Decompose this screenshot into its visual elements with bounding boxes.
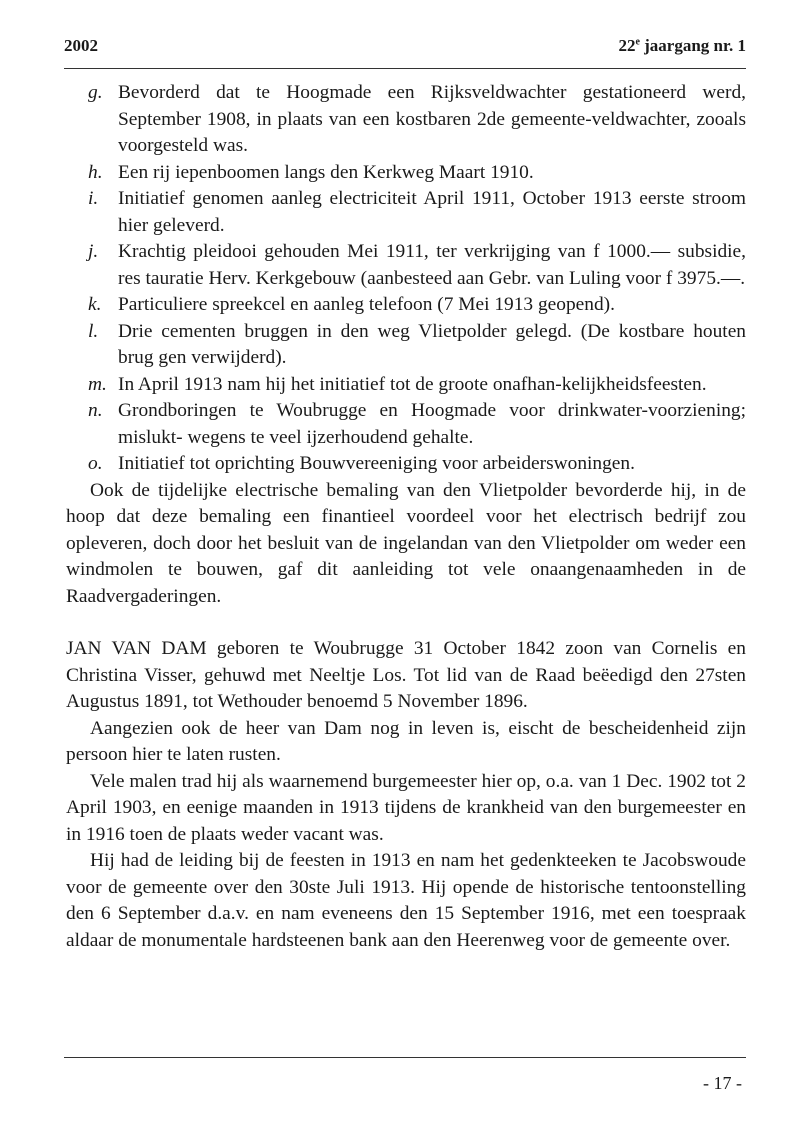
item-text: Particuliere spreekcel en aanleg telefoon (7 Mei 1913 geopend).	[118, 294, 615, 315]
item-text: Initiatief tot oprichting Bouwvereeniging voor arbeiderswoningen.	[118, 453, 635, 474]
page-header	[64, 36, 746, 62]
footer-rule	[64, 1057, 746, 1058]
item-letter: l.	[88, 320, 99, 342]
item-text: Krachtig pleidooi gehouden Mei 1911, ter verkrijging van f 1000.— subsidie, res tauratie Herv. Kerkgebouw (aanbesteed aan Gebr. van Luling voor f 3975.—.	[118, 241, 746, 289]
volume-label: jaargang nr. 1	[639, 36, 746, 55]
item-text: In April 1913 nam hij het initiatief tot de groote onafhan-kelijkheidsfeesten.	[118, 373, 707, 395]
list-item	[66, 80, 746, 160]
paragraph-festivities: Hij had de leiding bij de feesten in 1913 en nam het gedenkteeken te Jacobswoude voor de gemeente over den 30ste Juli 1913. Hij opende de historische tentoonstelling den 6 September d.a.v. en nam eveneens den 15 September 1916, met een toespraak aldaar de monumentale hardsteenen bank aan den Heerenweg voor de gemeente over.	[66, 850, 746, 951]
volume-superscript: e	[635, 36, 640, 48]
item-text: Drie cementen bruggen in den weg Vlietpolder gelegd. (De kostbare houten brug gen verwijderd).	[118, 320, 746, 368]
volume-number: 22	[618, 36, 636, 55]
paragraph-modesty: Aangezien ook de heer van Dam nog in leven is, eischt de bescheidenheid zijn persoon hier te laten rusten.	[66, 717, 746, 765]
item-text: Een rij iepenboomen langs den Kerkweg Maart 1910.	[118, 161, 534, 183]
item-letter: h.	[88, 161, 103, 183]
item-text: Grondboringen te Woubrugge en Hoogmade voor drinkwater-voorziening; mislukt- wegens te veel ijzerhoudend gehalte.	[118, 400, 746, 448]
header-year: 2002	[64, 36, 98, 55]
list-item	[66, 398, 746, 451]
item-text: Bevorderd dat te Hoogmade een Rijksveldwachter gestationeerd werd, September 1908, in plaats van een kostbaren 2de gemeente-veldwachter, zooals voorgesteld was.	[118, 82, 746, 156]
item-letter: j.	[88, 241, 99, 262]
item-letter: g.	[88, 82, 103, 103]
paragraph-acting-mayor: Vele malen trad hij als waarnemend burgemeester hier op, o.a. van 1 Dec. 1902 tot 2 April 1903, en eenige maanden in 1913 tijdens de krankheid van den burgemeester en in 1916 toen de plaats weder vacant was.	[66, 770, 746, 845]
list-item	[66, 160, 746, 187]
list-item	[66, 451, 746, 478]
paragraph-jan-van-dam: JAN VAN DAM geboren te Woubrugge 31 October 1842 zoon van Cornelis en Christina Visser, gehuwd met Neeltje Los. Tot lid van de Raad beëedigd den 27sten Augustus 1891, tot Wethouder benoemd 5 November 1896.	[66, 638, 746, 712]
list-item	[66, 292, 746, 319]
section-gap	[66, 610, 746, 636]
item-text: Initiatief genomen aanleg electriciteit April 1911, October 1913 eerste stroom hier geleverd.	[118, 188, 746, 236]
item-letter: k.	[88, 294, 102, 315]
list-item	[66, 186, 746, 239]
list-item	[66, 319, 746, 372]
item-letter: o.	[88, 453, 103, 474]
item-letter: i.	[88, 188, 99, 209]
page-number: - 17 -	[703, 1073, 742, 1093]
list-item	[66, 239, 746, 292]
page-content	[66, 80, 746, 954]
header-volume	[618, 36, 746, 56]
item-letter: n.	[88, 400, 103, 421]
list-item	[66, 372, 746, 399]
paragraph-vlietpolder: Ook de tijdelijke electrische bemaling van den Vlietpolder bevorderde hij, in de hoop dat deze bemaling een finantieel voordeel voor het electrisch bedrijf zou opleveren, doch door het besluit van de ingelandan van den Vlietpolder om weder een windmolen te bouwen, gaf dit aanleiding tot vele onaangenaamheden in de Raadvergaderingen.	[66, 479, 746, 607]
item-letter: m.	[88, 373, 107, 395]
header-rule	[64, 68, 746, 69]
